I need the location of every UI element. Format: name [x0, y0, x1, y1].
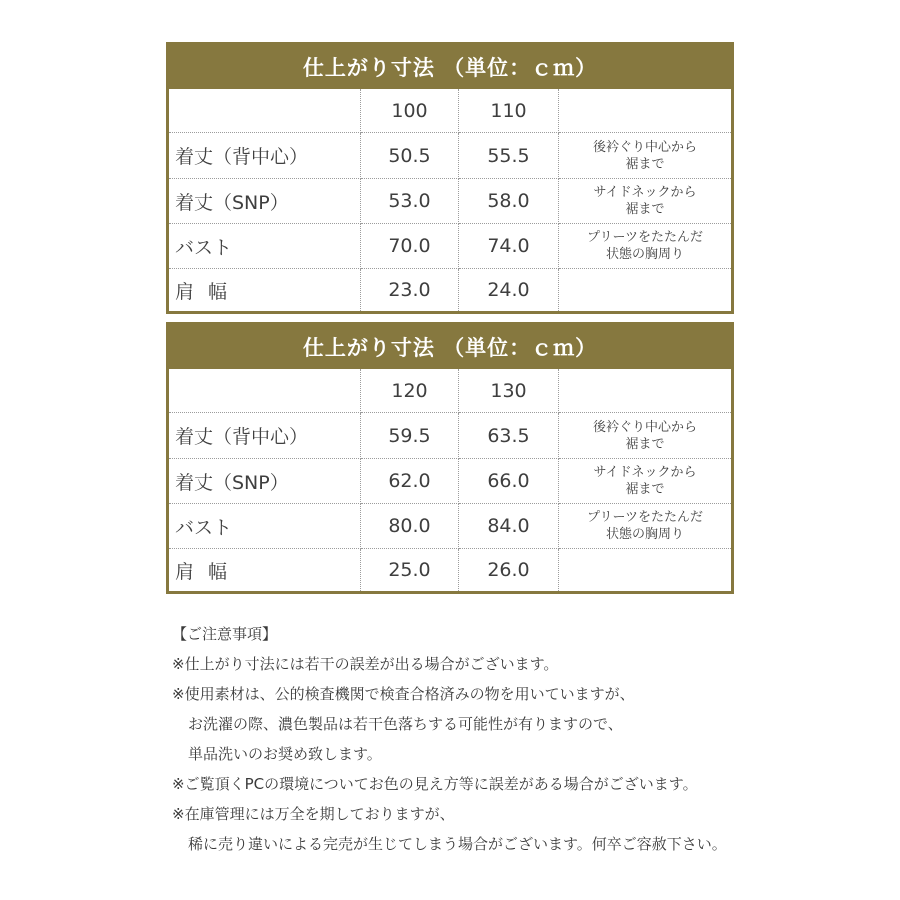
note-text: ※在庫管理には万全を期しておりますが、 — [172, 805, 455, 823]
size-table-1 — [166, 42, 734, 314]
measurement-value: 84.0 — [459, 504, 559, 549]
note-text: 単品洗いのお奨め致します。 — [188, 745, 382, 763]
note-text: ※使用素材は、公的検査機関で検査合格済みの物を用いていますが、 — [172, 685, 635, 703]
measurement-note — [559, 413, 731, 459]
note-line: 状態の胸周り — [605, 247, 684, 262]
measurement-value: 25.0 — [361, 549, 459, 591]
measurement-note — [559, 133, 731, 179]
note-item — [172, 804, 872, 854]
note-item — [172, 774, 872, 794]
row-label: 着丈（SNP） — [169, 459, 361, 504]
measurement-value: 70.0 — [361, 224, 459, 269]
measurement-value: 74.0 — [459, 224, 559, 269]
caution-notes — [172, 624, 872, 864]
row-label — [169, 269, 361, 311]
header-note-cell — [559, 369, 731, 413]
note-text: 稀に売り違いによる完売が生じてしまう場合がございます。何卒ご容赦下さい。 — [188, 835, 727, 853]
note-line: 裾まで — [625, 436, 665, 452]
notes-heading: 【ご注意事項】 — [172, 625, 278, 643]
note-text: ※仕上がり寸法には若干の誤差が出る場合がございます。 — [172, 655, 559, 673]
note-item — [172, 684, 872, 764]
measurement-value: 23.0 — [361, 269, 459, 311]
row-label: 着丈（背中心） — [169, 133, 361, 179]
measurement-value: 53.0 — [361, 179, 459, 224]
note-line: サイドネックから — [593, 465, 697, 480]
note-text: お洗濯の際、濃色製品は若干色落ちする可能性が有りますので、 — [188, 715, 623, 733]
measurement-value: 55.5 — [459, 133, 559, 179]
measurement-value: 26.0 — [459, 549, 559, 591]
measurement-note — [559, 224, 731, 269]
size-header: 120 — [361, 369, 459, 413]
note-line: 状態の胸周り — [605, 527, 684, 542]
header-note-cell — [559, 89, 731, 133]
note-line: 裾まで — [625, 202, 665, 217]
measurement-value: 24.0 — [459, 269, 559, 311]
note-line: プリーツをたたんだ — [587, 230, 703, 245]
size-header: 100 — [361, 89, 459, 133]
note-line: 後衿ぐり中心から — [592, 419, 697, 435]
measurement-value: 66.0 — [459, 459, 559, 504]
row-label — [169, 549, 361, 591]
size-header: 110 — [459, 89, 559, 133]
row-label: バスト — [169, 504, 361, 549]
size-table-2 — [166, 322, 734, 594]
header-blank-cell — [169, 369, 361, 413]
measurement-note — [559, 269, 731, 311]
measurement-note — [559, 459, 731, 504]
note-line: サイドネックから — [593, 185, 697, 200]
measurement-value: 80.0 — [361, 504, 459, 549]
row-label-text: 肩幅 — [175, 560, 242, 583]
table-body — [169, 369, 731, 591]
row-label-text: 肩幅 — [175, 280, 242, 303]
note-text: ※ご覧頂くPCの環境についてお色の見え方等に誤差がある場合がございます。 — [172, 775, 698, 793]
measurement-note — [559, 504, 731, 549]
table-title: 仕上がり寸法 （単位：ｃｍ） — [169, 325, 731, 369]
header-blank-cell — [169, 89, 361, 133]
note-line: プリーツをたたんだ — [587, 510, 703, 525]
table-body — [169, 89, 731, 311]
row-label: 着丈（背中心） — [169, 413, 361, 459]
measurement-value: 50.5 — [361, 133, 459, 179]
note-line: 後衿ぐり中心から — [592, 139, 697, 155]
note-item — [172, 654, 872, 674]
table-title: 仕上がり寸法 （単位：ｃｍ） — [169, 45, 731, 89]
measurement-value: 59.5 — [361, 413, 459, 459]
note-line: 裾まで — [625, 482, 665, 497]
row-label: バスト — [169, 224, 361, 269]
measurement-note — [559, 549, 731, 591]
row-label: 着丈（SNP） — [169, 179, 361, 224]
measurement-value: 62.0 — [361, 459, 459, 504]
note-line: 裾まで — [625, 156, 665, 172]
measurement-value: 63.5 — [459, 413, 559, 459]
measurement-note — [559, 179, 731, 224]
measurement-value: 58.0 — [459, 179, 559, 224]
size-header: 130 — [459, 369, 559, 413]
